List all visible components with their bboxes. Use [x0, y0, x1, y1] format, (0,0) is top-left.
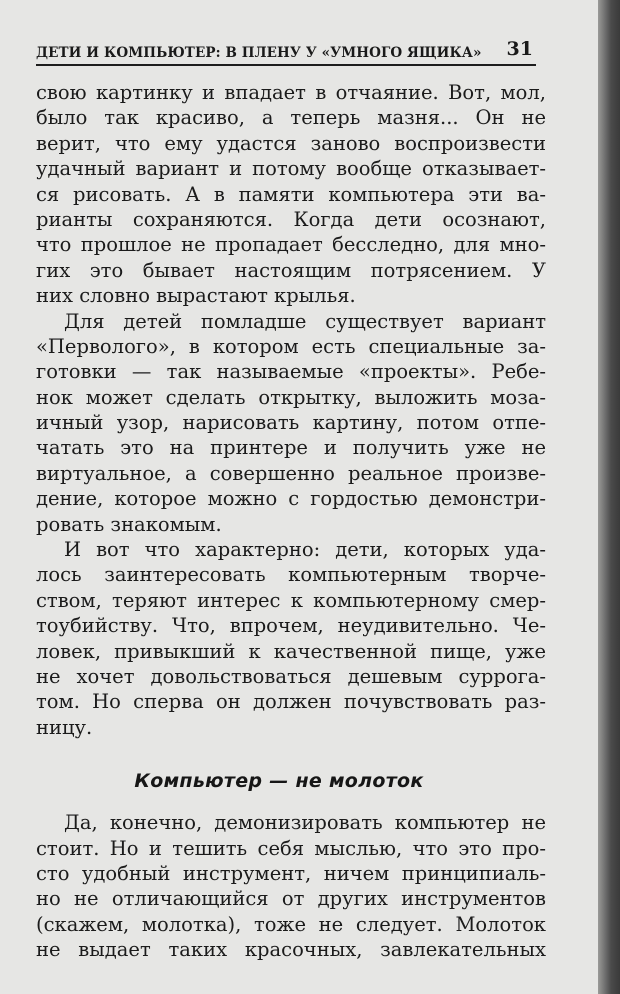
text-line: ницу.	[36, 715, 93, 739]
text-line: ся рисовать. А в памяти компьютера эти ва-	[36, 182, 546, 206]
text-line: рианты сохраняются. Когда дети осознают,	[36, 207, 546, 231]
section-subheading: Компьютер — не молоток	[134, 770, 424, 793]
text-line: (скажем, молотка), тоже не следует. Молоток	[36, 912, 546, 936]
text-line: гих это бывает настоящим потрясением. У	[36, 258, 546, 282]
page-number: 31	[506, 38, 533, 60]
text-line: сто удобный инструмент, ничем принципиаль-	[36, 861, 546, 885]
spacer	[36, 796, 546, 810]
text-line: но не отличающийся от других инструментов	[36, 887, 546, 911]
text-line: виртуальное, а совершенно реальное произве-	[36, 461, 546, 485]
text-line: дение, которое можно с гордостью демонстри-	[36, 487, 546, 511]
text-line: них словно вырастают крылья.	[36, 284, 356, 308]
text-line: что прошлое не пропадает бесследно, для мно-	[36, 233, 546, 257]
text-line: том. Но сперва он должен почувствовать раз-	[36, 690, 546, 714]
text-line: чатать это на принтере и получить уже не	[36, 436, 546, 460]
text-line: удачный вариант и потому вообще отказывает-	[36, 157, 546, 181]
text-line: Для детей помладше существует вариант	[64, 309, 546, 333]
text-line: тоубийству. Что, впрочем, неудивительно. Че-	[36, 614, 546, 638]
text-line: не выдает таких красочных, завлекательных	[36, 938, 546, 962]
text-line: ровать знакомым.	[36, 512, 222, 536]
text-line: было так красиво, а теперь мазня... Он не	[36, 106, 546, 130]
running-head: ДЕТИ И КОМПЬЮТЕР: В ПЛЕНУ У «УМНОГО ЯЩИКА»	[36, 45, 482, 61]
body-text	[36, 80, 546, 963]
text-line: Да, конечно, демонизировать компьютер не	[64, 811, 546, 835]
text-line: ловек, привыкший к качественной пище, уже	[36, 639, 546, 663]
text-line: лось заинтересовать компьютерным творче-	[36, 563, 546, 587]
text-line: верит, что ему удастся заново воспроизвести	[36, 131, 546, 155]
text-line: стоит. Но и тешить себя мыслью, что это про-	[36, 836, 546, 860]
text-line: нок может сделать открытку, выложить моза-	[36, 385, 546, 409]
text-line: ством, теряют интерес к компьютерному смер-	[36, 588, 546, 612]
text-line: И вот что характерно: дети, которых уда-	[64, 538, 546, 562]
text-line: ичный узор, нарисовать картину, потом отпе-	[36, 411, 546, 435]
text-line: не хочет довольствоваться дешевым суррога-	[36, 664, 546, 688]
spacer	[36, 740, 546, 766]
page-edge-shadow	[598, 0, 620, 994]
text-line: «Перволого», в котором есть специальные за-	[36, 334, 546, 358]
page-header	[36, 34, 536, 66]
text-line: готовки — так называемые «проекты». Ребе-	[36, 360, 546, 384]
text-line: свою картинку и впадает в отчаяние. Вот, мол,	[36, 81, 546, 104]
